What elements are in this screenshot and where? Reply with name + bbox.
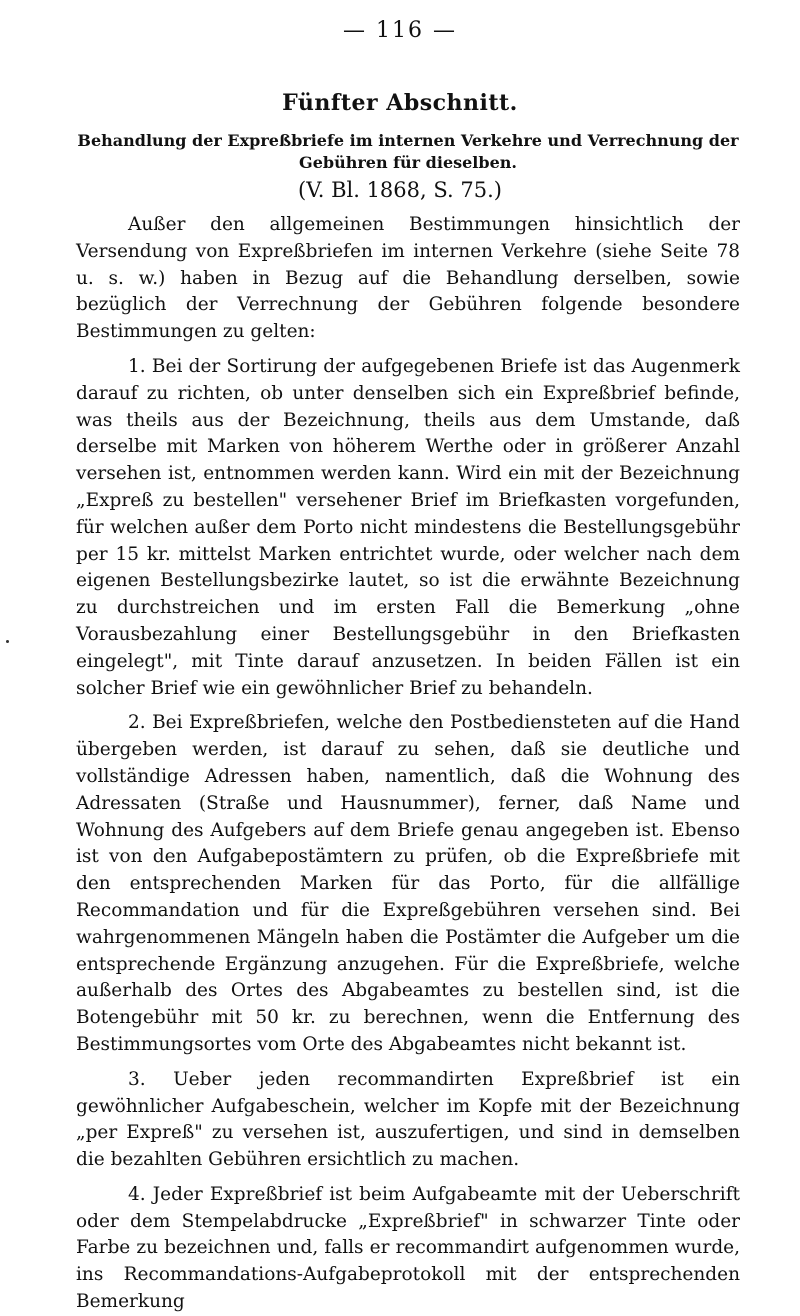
body-text bbox=[76, 212, 740, 1316]
section-title: Fünfter Abschnitt. bbox=[282, 90, 518, 116]
paragraph-2: 2. Bei Expreßbriefen, welche den Postbediensteten auf die Hand übergeben werden, ist darauf zu sehen, daß sie deutliche und vollständige Adressen haben, namentlich, daß die Wohnung des Adressaten (Straße und Hausnummer), ferner, daß Name und Wohnung des Aufgebers auf dem Briefe genau angegeben ist. Ebenso ist von den Aufgabepostämtern zu prüfen, ob die Expreßbriefe mit den entsprechenden Marken für das Porto, für die allfällige Recommandation und für die Expreßgebühren versehen sind. Bei wahrgenommenen Mängeln haben die Postämter die Aufgeber um die entsprechende Ergänzung anzugehen. Für die Expreßbriefe, welche außerhalb des Ortes des Abgabeamtes zu bestellen sind, ist die Botengebühr mit 50 kr. zu berechnen, wenn die Entfernung des Bestimmungsortes vom Orte des Abgabeamtes nicht bekannt ist. bbox=[76, 712, 740, 1055]
paragraph-4: 4. Jeder Expreßbrief ist beim Aufgabeamte mit der Ueberschrift oder dem Stempelabdrucke „Expreßbrief" in schwarzer Tinte oder Farbe zu bezeichnen und, falls er recommandirt aufgenommen wurde, ins Recommandations-Aufgabeprotokoll mit der entsprechenden Bemerkung bbox=[76, 1183, 740, 1313]
paragraph-1: 1. Bei der Sortirung der aufgegebenen Briefe ist das Augenmerk darauf zu richten, ob unter denselben sich ein Expreßbrief befinde, was theils aus der Bezeichnung, theils aus dem Umstande, daß derselbe mit Marken von höherem Werthe oder in größerer Anzahl versehen ist, entnommen werden kann. Wird ein mit der Bezeichnung „Expreß zu bestellen" versehener Brief im Briefkasten vorgefunden, für welchen außer dem Porto nicht mindestens die Bestellungsgebühr per 15 kr. mittelst Marken entrichtet wurde, oder welcher nach dem eigenen Bestellungsbezirke lautet, so ist die erwähnte Bezeichnung zu durchstreichen und im ersten Fall die Bemerkung „ohne Vorausbezahlung einer Bestellungsgebühr in den Briefkasten eingelegt", mit Tinte darauf anzusetzen. In beiden Fällen ist ein solcher Brief wie ein gewöhnlicher Brief zu behandeln. bbox=[76, 355, 740, 699]
intro-paragraph: Außer den allgemeinen Bestimmungen hinsichtlich der Versendung von Expreßbriefen im internen Verkehre (siehe Seite 78 u. s. w.) haben in Bezug auf die Behandlung derselben, sowie bezüglich der Verrechnung der Gebühren folgende besondere Bestimmungen zu gelten: bbox=[76, 214, 740, 343]
page-number: — 116 — bbox=[343, 18, 457, 43]
section-subtitle: Behandlung der Expreßbriefe im internen Verkehre und Verrechnung der Gebühren für dieselben. bbox=[77, 131, 739, 172]
legal-reference: (V. Bl. 1868, S. 75.) bbox=[298, 178, 502, 202]
scan-speck bbox=[6, 640, 9, 643]
paragraph-3: 3. Ueber jeden recommandirten Expreßbrief ist ein gewöhnlicher Aufgabeschein, welcher im Kopfe mit der Bezeichnung „per Expreß" zu versehen ist, auszufertigen, und sind in demselben die bezahlten Gebühren ersichtlich zu machen. bbox=[76, 1068, 740, 1171]
